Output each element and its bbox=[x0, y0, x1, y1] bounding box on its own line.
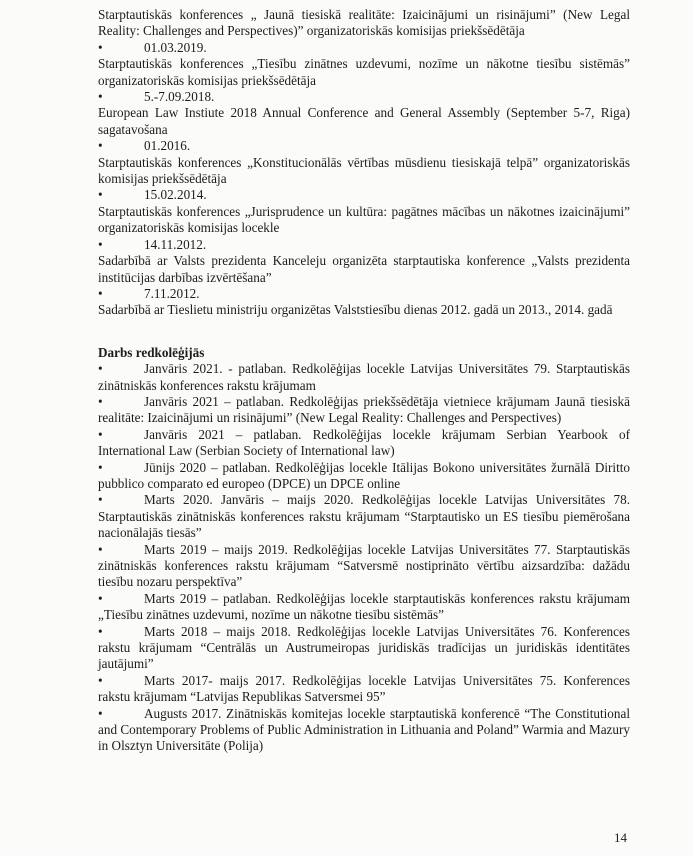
list-item: • Jūnijs 2020 – patlaban. Redkolēģijas locekle Itālijas Bokono universitātes žurnālā Diritto pubblico comparato ed europeo (DPCE) un DPCE online bbox=[98, 459, 630, 491]
page-number: 14 bbox=[614, 830, 627, 845]
list-item: • Marts 2017- maijs 2017. Redkolēģijas locekle Latvijas Universitātes 75. Konferences rakstu krājumam “Latvijas Republikas Satversmei 95” bbox=[98, 672, 630, 705]
bullet-icon: • bbox=[98, 285, 103, 301]
bullet-icon: • bbox=[98, 541, 103, 557]
entry-text: Sadarbībā ar Tieslietu ministriju organizētas Valststiesību dienas 2012. gadā un 2013., 2014. gadā bbox=[98, 302, 613, 318]
bullet-icon: • bbox=[98, 236, 103, 252]
entry-date: • 5.-7.09.2018. bbox=[98, 89, 215, 105]
bullet-icon: • bbox=[98, 705, 103, 721]
list-item: • Marts 2019 – patlaban. Redkolēģijas locekle starptautiskās konferences rakstu krājumam „Tiesību zinātnes uzdevumi, nozīme un nākotne tiesību sistēmās” bbox=[98, 590, 630, 623]
bullet-icon: • bbox=[98, 623, 103, 639]
bullet-icon: • bbox=[98, 89, 103, 105]
bullet-icon: • bbox=[98, 590, 103, 606]
list-item: • Janvāris 2021 – patlaban. Redkolēģijas priekšsēdētāja vietniece krājumam Jaunā tiesiskā realitāte: Izaicinājumi un risinājumi” (New Legal Reality: Challenges and Perspectives) bbox=[98, 393, 630, 426]
entry-text: Starptautiskās konferences „Tiesību zinātnes uzdevumi, nozīme un nākotne tiesību sistēmās” organizatoriskās komisijas priekšsēdētāja bbox=[98, 56, 630, 88]
bullet-icon: • bbox=[98, 672, 103, 688]
bullet-icon: • bbox=[98, 138, 103, 154]
entry-text: European Law Instiute 2018 Annual Conference and General Assembly (September 5-7, Riga) sagatavošana bbox=[98, 105, 630, 137]
entry-date: • 14.11.2012. bbox=[98, 236, 207, 252]
list-item: • Marts 2020. Janvāris – maijs 2020. Redkolēģijas locekle Latvijas Universitātes 78. Starptautiskās zinātniskās konferences rakstu krājumam “Starptautisko un ES tiesību piemērošana nacionālajās tiesās” bbox=[98, 492, 630, 541]
entry-date: • 01.03.2019. bbox=[98, 39, 207, 55]
entry-date: • 15.02.2014. bbox=[98, 187, 207, 203]
list-item: • Augusts 2017. Zinātniskās komitejas locekle starptautiskā konferencē “The Constitutional and Contemporary Problems of Public Administration in Lithuania and Poland” Warmia and Mazury in Olsztyn Universitāte (Polija) bbox=[98, 705, 630, 754]
document-body bbox=[98, 7, 630, 755]
bullet-icon: • bbox=[98, 426, 103, 442]
bullet-icon: • bbox=[98, 361, 103, 377]
bullet-icon: • bbox=[98, 187, 103, 203]
entry-text: Sadarbībā ar Valsts prezidenta Kanceleju organizēta starptautiska konference „Valsts prezidenta institūcijas darbības izvērtēšana” bbox=[98, 253, 630, 285]
list-item: • Janvāris 2021. - patlaban. Redkolēģijas locekle Latvijas Universitātes 79. Starptautiskās zinātniskās konferences rakstu krājumam bbox=[98, 361, 630, 393]
entry-date: • 7.11.2012. bbox=[98, 285, 200, 301]
entry-date: • 01.2016. bbox=[98, 138, 191, 154]
entry-text: Starptautiskās konferences „ Jaunā tiesiskā realitāte: Izaicinājumi un risinājumi” (New Legal Reality: Challenges and Perspectives)” organizatoriskās komisijas priekšsēdētāja bbox=[98, 7, 630, 39]
list-item: • Marts 2019 – maijs 2019. Redkolēģijas locekle Latvijas Universitātes 77. Starptautiskās zinātniskās konferences rakstu krājumam “Satversmē nostiprināto vērtību aizsardzība: dažādu tiesību nozaru perspektīva” bbox=[98, 541, 630, 590]
list-item: • Janvāris 2021 – patlaban. Redkolēģijas locekle krājumam Serbian Yearbook of International Law (Serbian Society of International law) bbox=[98, 426, 630, 459]
bullet-icon: • bbox=[98, 39, 103, 55]
bullet-icon: • bbox=[98, 492, 103, 508]
list-item: • Marts 2018 – maijs 2018. Redkolēģijas locekle Latvijas Universitātes 76. Konferences rakstu krājumam “Centrālās un Austrumeiropas juridiskās tradīcijas un juridiskās identitātes jautājumi” bbox=[98, 623, 630, 672]
bullet-icon: • bbox=[98, 393, 103, 409]
bullet-icon: • bbox=[98, 459, 103, 475]
section-heading: Darbs redkolēģijās bbox=[98, 344, 205, 360]
entry-text: Starptautiskās konferences „Jurisprudence un kultūra: pagātnes mācības un nākotnes izaicinājumi” organizatoriskās komisijas locekle bbox=[98, 203, 630, 236]
entry-text: Starptautiskās konferences „Konstitucionālās vērtības mūsdienu tiesiskajā telpā” organizatoriskās komisijas priekšsēdētāja bbox=[98, 154, 630, 187]
